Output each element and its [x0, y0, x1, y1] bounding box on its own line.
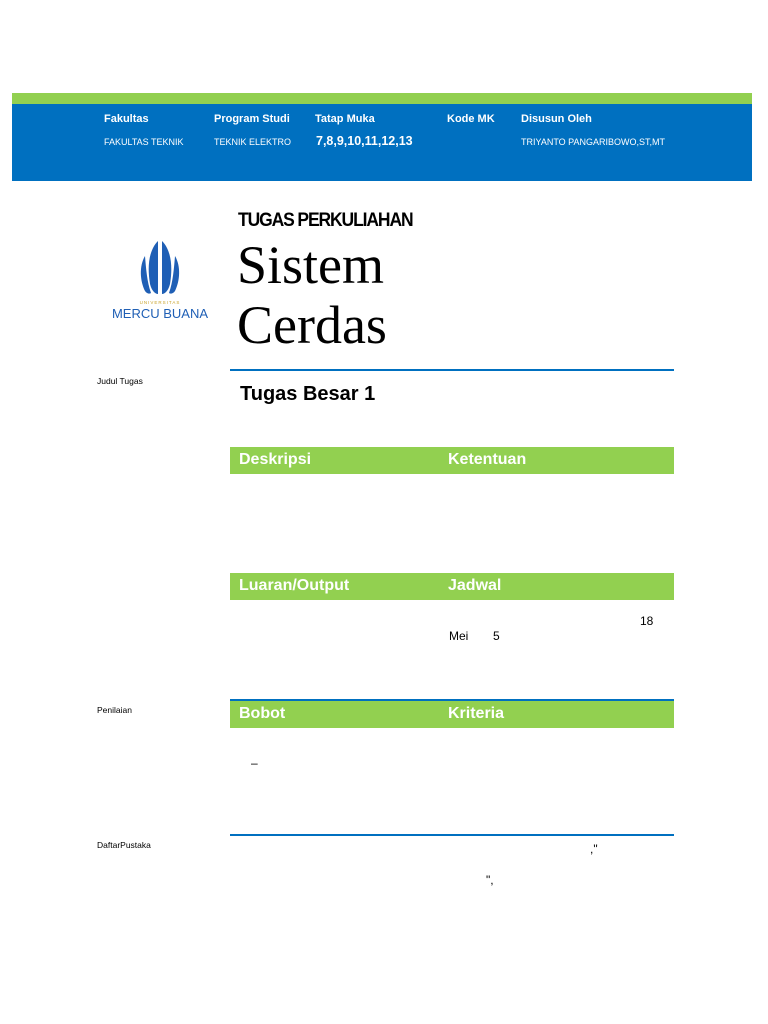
- section-divider: [230, 834, 674, 836]
- course-title-line2: Cerdas: [237, 295, 387, 355]
- assessment-label: Penilaian: [97, 705, 132, 715]
- schedule-month: Mei: [449, 629, 469, 643]
- section-bar-bobot: [230, 701, 674, 728]
- heading-jadwal: Jadwal: [448, 577, 502, 594]
- heading-luaran: Luaran/Output: [239, 577, 350, 594]
- section-bar-luaran: [230, 573, 674, 600]
- schedule-day: 18: [640, 614, 654, 628]
- header-value-tatap-muka: 7,8,9,10,11,12,13: [316, 134, 413, 148]
- heading-bobot: Bobot: [239, 705, 286, 722]
- course-kicker: TUGAS PERKULIAHAN: [238, 210, 413, 231]
- svg-text:UNIVERSITAS: UNIVERSITAS: [139, 300, 181, 305]
- task-label: Judul Tugas: [97, 376, 143, 386]
- references-mark-2: ",: [486, 873, 494, 887]
- header-label-disusun-oleh: Disusun Oleh: [521, 113, 592, 125]
- heading-ketentuan: Ketentuan: [448, 451, 527, 468]
- section-bar-deskripsi: [230, 447, 674, 474]
- header-label-program-studi: Program Studi: [214, 113, 290, 125]
- references-label: DaftarPustaka: [97, 840, 151, 850]
- header-label-tatap-muka: Tatap Muka: [315, 113, 375, 125]
- heading-kriteria: Kriteria: [448, 705, 505, 722]
- task-title: Tugas Besar 1: [240, 383, 376, 405]
- header-accent-strip: [12, 93, 752, 104]
- header-value-disusun-oleh: TRIYANTO PANGARIBOWO,ST,MT: [521, 137, 666, 147]
- header-label-fakultas: Fakultas: [104, 113, 149, 125]
- course-title-line1: Sistem: [237, 235, 385, 295]
- header-value-fakultas: FAKULTAS TEKNIK: [104, 137, 184, 147]
- heading-deskripsi: Deskripsi: [239, 451, 312, 468]
- svg-text:MERCU BUANA: MERCU BUANA: [111, 306, 209, 321]
- assessment-mark: –: [251, 756, 258, 770]
- university-logo: [106, 236, 214, 336]
- header-label-kode-mk: Kode MK: [447, 113, 495, 125]
- schedule-number: 5: [493, 629, 500, 643]
- section-divider: [230, 369, 674, 371]
- header-value-program-studi: TEKNIK ELEKTRO: [214, 137, 292, 147]
- references-mark-1: ,": [590, 842, 598, 856]
